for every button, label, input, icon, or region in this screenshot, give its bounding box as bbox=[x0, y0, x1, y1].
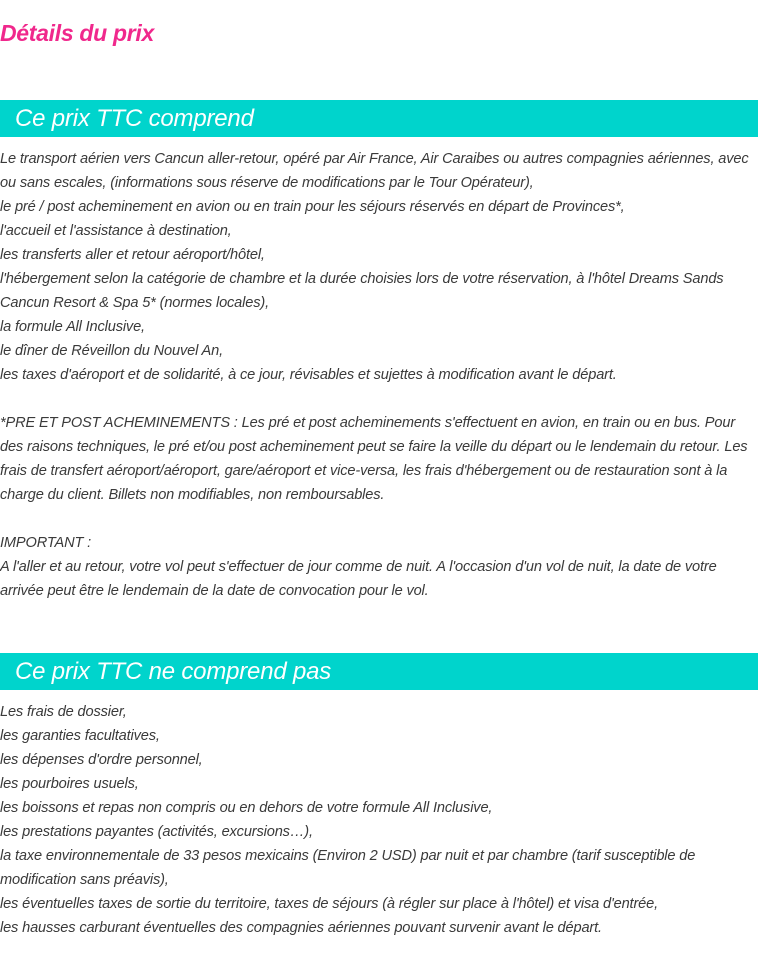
excluded-item-tips: les pourboires usuels, bbox=[0, 776, 139, 792]
paragraph-spacer bbox=[0, 507, 758, 531]
excluded-item-fuel-surcharge: les hausses carburant éventuelles des compagnies aériennes pouvant survenir avant le départ. bbox=[0, 920, 602, 936]
excluded-item-booking-fees: Les frais de dossier, bbox=[0, 704, 127, 720]
excluded-section-header: Ce prix TTC ne comprend pas bbox=[0, 653, 758, 690]
excluded-item-environmental-tax: la taxe environnementale de 33 pesos mexicains (Environ 2 USD) par nuit et par chambre (tarif susceptible de modification sans préavis), bbox=[0, 848, 696, 888]
excluded-item-optional-insurance: les garanties facultatives, bbox=[0, 728, 160, 744]
included-section-body bbox=[0, 147, 758, 603]
included-item-airport-transfers: les transferts aller et retour aéroport/hôtel, bbox=[0, 247, 265, 263]
important-text: A l'aller et au retour, votre vol peut s'effectuer de jour comme de nuit. A l'occasion d'un vol de nuit, la date de votre arrivée peut être le lendemain de la date de convocation pour le vol. bbox=[0, 559, 717, 599]
included-item-all-inclusive: la formule All Inclusive, bbox=[0, 319, 145, 335]
included-item-airport-taxes: les taxes d'aéroport et de solidarité, à ce jour, révisables et sujettes à modification avant le départ. bbox=[0, 367, 617, 383]
excluded-section-body bbox=[0, 700, 758, 940]
included-item-accommodation: l'hébergement selon la catégorie de chambre et la durée choisies lors de votre réservation, à l'hôtel Dreams Sands Cancun Resort & Spa 5* (normes locales), bbox=[0, 271, 724, 311]
important-label: IMPORTANT : bbox=[0, 535, 92, 551]
excluded-item-drinks-meals: les boissons et repas non compris ou en dehors de votre formule All Inclusive, bbox=[0, 800, 493, 816]
included-item-welcome-assistance: l'accueil et l'assistance à destination, bbox=[0, 223, 232, 239]
transfers-note: *PRE ET POST ACHEMINEMENTS : Les pré et post acheminements s'effectuent en avion, en train ou en bus. Pour des raisons techniques, le pré et/ou post acheminement peut se faire la veille du départ ou le lendemain du retour. Les frais de transfert aéroport/aéroport, gare/aéroport et vice-versa, les frais d'hébergement ou de restauration sont à la charge du client. Billets non modifiables, non remboursables. bbox=[0, 415, 748, 503]
included-section-header: Ce prix TTC comprend bbox=[0, 100, 758, 137]
excluded-item-paid-activities: les prestations payantes (activités, excursions…), bbox=[0, 824, 313, 840]
page-title: Détails du prix bbox=[0, 20, 154, 46]
included-item-transport: Le transport aérien vers Cancun aller-retour, opéré par Air France, Air Caraibes ou autres compagnies aériennes, avec ou sans escales, (informations sous réserve de modifications par le Tour Opérateur), bbox=[0, 151, 749, 191]
excluded-item-personal-expenses: les dépenses d'ordre personnel, bbox=[0, 752, 203, 768]
included-item-new-year-dinner: le dîner de Réveillon du Nouvel An, bbox=[0, 343, 223, 359]
paragraph-spacer bbox=[0, 387, 758, 411]
excluded-item-exit-taxes-visa: les éventuelles taxes de sortie du territoire, taxes de séjours (à régler sur place à l'hôtel) et visa d'entrée, bbox=[0, 896, 658, 912]
included-item-pre-post-transfer: le pré / post acheminement en avion ou en train pour les séjours réservés en départ de Provinces*, bbox=[0, 199, 625, 215]
